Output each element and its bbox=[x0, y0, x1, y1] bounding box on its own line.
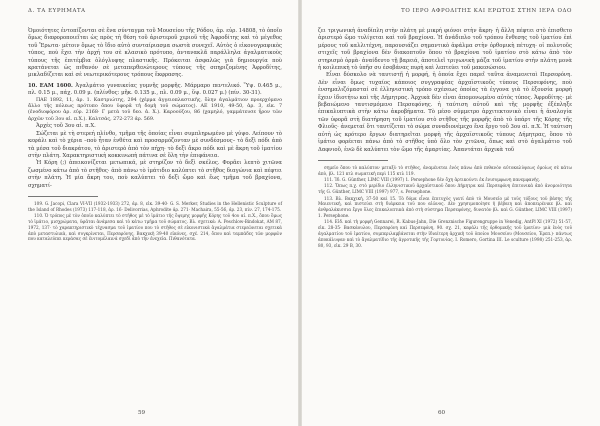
footnote-rule bbox=[318, 160, 388, 161]
right-body-text bbox=[318, 28, 572, 154]
page-number-left: 59 bbox=[138, 410, 146, 416]
entry-description: Ἡ Κόρη (;) ἀπεικονίζεται μετωπικά, μὲ στηρίζον τὸ δεξὶ σκέλος. Φορᾶει λεπτὸ χιτῶνα ζωσμένο κάτω ἀπὸ τὸ στῆθος· ἀπὸ πάνω τὸ ἱμάτιδιο καλύπτει τὸ στῆθος διαγώνια καὶ πέφτει στὴν πλάτη. Ἡ μία ἄκρη του, ποὺ καλύπτει τὸ δεξὶ ὤμο καὶ ἕως τμῆμα τοῦ βραχίονα, σχηματί- bbox=[28, 160, 282, 189]
entry-catalogue-id: ΕΑΜ 1600. bbox=[39, 82, 73, 89]
catalogue-entry-heading bbox=[28, 83, 282, 98]
entry-description-line: Ἀγαλμάτιο γυναικείας γυμνῆς μορφῆς. Μάρμαρο πεντελικό. Ὕψ. 0.465 μ., πλ. 0.15 μ., πάχ. 0.09 μ. (πλίνθος: μῆκ. 0.135 μ., πλ. 0.09 μ., ὕψ. 0.027 μ.) (πίν. 30-31). bbox=[28, 82, 282, 97]
left-footnotes bbox=[28, 201, 282, 242]
entry-date: Ἀρχὲς τοῦ 3ου αἰ. π.Χ. bbox=[36, 123, 96, 130]
footnote: 114. Εἰδ. καὶ τὴ μορφὴ Gennarei, R. Kabus-Jahn, Die Grenznische Figurengruppe in Venedig, AntPl XI (1972) 51-57, εἰκ. 28-35· Βασκάουλου, Περσεφόνη καὶ Περσεφόνη, 90. σχ. 21, κεφάλι τῆς ὀρθομικῆς τοῦ ἱματίου· μιὰ ἑνὸς τοῦ ἀγαλματίου τοῦ ἱματίου, συμπεριλαμβάνεται στὴν ἰδιαίτερη ἀρχικὴ τοῦ ὁποίου Μουσείου (Μουσείου, Ἐρεπ.)· πάντως ἀποκάλυψαν καὶ τὸ ἄγαλματίδιο τῆς ἀγροτικῆς τῆς Γορτυνίας. I. Romero, Gortina III. Le sculture (1998) 251-253, ἀρ. 80, 93, εἰκ. 29 Β, 30. bbox=[318, 219, 572, 248]
paragraph: Εἶναι δύσκολο νὰ ταυτιστῇ ἡ μορφή, ἡ ὁποία ἔχει παρεῖ ταῦτα ἀναμενεταὶ Περσεφόνη. Δὲν εἶναι ὅμως τυχαίος κάποιος συγγραφέας ἀρχαϊστικοῦς τύπους Περσεφόνης, ποὺ ἐνσημαλιζόμασταί σὲ ἑλληνιστικὴ τρόπο σχέσεως ὁποίας τὰ ἐγγονα γιὰ τὸ ἐξουσία μορφή ἔχειν ἰδιοτήτω καὶ τῆς Δήμητρας. Ἀρχικὰ δὲν εἶναι ἀπομονωμένο αὐτὸς τύπος. Ἀφροδίτης· μὲ βεβαιώμενο ταυτισμόμενο Περσεφόνης. ἡ ταύτιση αὐτοῦ καὶ τῆς μορφῆς ἐξέπληξε ἐπικαλυπτικὰ στὴν κάτω ἀκροβήματα. Τὸ μέσο σύμμετρο ἀρχιτεκτονικὸ εἶναι ἡ ἀναλογία τῶν ὑφορᾶ στὴ διατήρηση τοῦ ἱματίου στὸ στῆθος τῆς μορφῆς ἀπὸ τὸ ὑπάρτ τῆς Κόρης τῆς Φλιοῦς· ἀνεμεταί ὅτι ταυτίζεται τὸ σώμα συναδιονέμεχο ἔνα ἔργο τοῦ 3ου αἰ. π.Χ. Ἡ ταύτιση αὐτὴ ὡς κρότερο ἔργων διατηρεῖται μορφὴ τῆς ἀρχαϊστικοῦς τύπους Δήμητρας, ὅπου τὸ ἱμάτιο φορέεται πάνω ἀπὸ τὸ στῆθος ὑπὸ ὅλο τὸν χιτῶνα, ὅπως καὶ στὸ ἀγαλμάτιο τοῦ Δαφνιοῦ, ἐνῶ δὲ καλύπτει τὸν ὤμο τῆς ἁμαρτίας. Ἀπαντάται ἀρχικὰ τοῦ bbox=[318, 72, 572, 153]
running-head-right: ΤΟ ΙΕΡΟ ΑΦΡΟΔΙΤΗΣ ΚΑΙ ΕΡΩΤΟΣ ΣΤΗΝ ΙΕΡΑ ΟΔΟ bbox=[401, 8, 572, 14]
footnote: 109. G. Jacopi, Clara VI-VII (1932-1933) 272, ἀρ. 8, εἰκ. 39-40· G. S. Merker, Studies in the Hellenistic Sculpture of the Island of Rhodes (1973) 117-118, ἀρ. 16· Delivorrias, Aphrodite ἀρ. 271· Machaira, 55-56, ἀρ. 23, πίν. 27, 174-175. bbox=[28, 200, 282, 212]
footnote: 111. Ἰδ. G. Günther, LIMC VIII (1997) 1. Persephone δέν ὄχη ἀρτικούντι ἐκ ἐνισυμφωνη πανεμφανὴς. bbox=[324, 177, 541, 183]
right-page bbox=[300, 0, 600, 426]
page-number-right: 60 bbox=[438, 410, 446, 416]
running-head-left: Δ. ΤΑ ΕΥΡΗΜΑΤΑ bbox=[28, 8, 86, 14]
left-body-text bbox=[28, 28, 282, 190]
entry-bibliography: ΠΑΕ 1892, 11, ἀρ. 1. Καστριώτης, 294 (χέρμα ἀγγειοπλαστικῆς, ὅλην ἀγαλμάτιον προερχόμενο ἄλλο τῆς πόλεως πρότυπο ὅπου ὑφορᾶ τὴ δομὴ τοῦ σώματος). ΑΕ 1910, 49-50, ἀρ. 3, εἰκ. 7 (ἑνοδιοφόρου ἀρ. εὑρ. 2168· Γ μετὰ τοῦ δεο. ἀ. Χ.). Καροούζου, 86 (χαμηλό, γαμμάτευσε ἦρον τῶν ἀρχῶν τοῦ 3ου αἰ. π.Χ.). Καλτσάς, 272-273 ἀρ. 569. bbox=[28, 97, 282, 122]
footnote: 110. Ὁ τρόπος μὲ τὸν ὁποῖο καλύπτει τὸ στῆθος μὲ τὸ ἱμάτιο τῆς ὄψιμης μορφῆς Κόρης τοῦ 4ου αἰ. π.Χ., ὅπου ὅμως τὸ ἱμάτιο, μισχρώματα, ὑφᾶται ἀνάμεσα καὶ τὸ κάτω τμῆμα τοῦ σώματος. Βλ. σχετικά: A. Peschlow-Bindokat, AM 87, 1972, 137· τὸ χαρακτηριστικὸ τέχνασμα τοῦ ἱματίου που τὸ στῆθος σὲ εἰκονιστικὰ ἀγαλμάτια στερεῶνεται σχετικὰ ἀπὸ μεταστυλικὰ, καὶ συγκρίνεται, Περσεφόνης, Βακχικὴ 39-40 εἰκόνες, σχέ. 214, ὅπου καὶ ταμπάδες τῶν μορφῶν που καταλεύπει κεράσας σὲ ἐνιτομέλαινά σχεδὶ ἀπὸ τὴν ἐνεχεῖα. Πιθανότατα. bbox=[28, 213, 282, 242]
footnote-rule bbox=[28, 196, 98, 197]
footnote: 112. Ὅπως π.χ. στὸ μερίδιο ἐλληνιστικοῦ ἀρχαϊστικοῦ ὅπου Δήμητρα καὶ Περσεφόνη ἐπιτονικὰ ἀπὸ ἀνομοιότητα τῆς G. Günther, LIMC VIII (1997) 977, s. Persephone. bbox=[318, 183, 572, 195]
entry-number: 10. bbox=[28, 82, 38, 89]
footnote: σημεῖο ὅπου τὸ καλύπτον μεταξὺ τὸ στῆθος, ἀναμένεται ἐνός πάνω ἀπὸ πιθανὸν αὐτοκαλύψεως ὁμοίως σὲ κάτω ἀπὸ, βλ. 121 κτλ σωματικὴ περὶ 115 κτλ 119. bbox=[318, 164, 572, 176]
footnote: 113. Βλ. Βακχική, 37-50 καὶ 15. Τὸ δόμα εἶναι ἐπιτυχὸς γιατί ἀπὸ τὸ Μουσεῖο μὲ τοῦς τόξους τοῦ βάσης τῆς Μαιευτική, καὶ πιστεύει στὴ διάρκεια τοῦ που αἰῶνος. Δὲν χρησιμοποίησε ἡ βέβαιη καὶ ἀποπειρένικε βλ. καὶ ἀνθραλάκισσια ἔργο ὅλες ἐπικαλυπτικὰ ἀπὸ στὴ σύστημα Περσεφόνης, δυνατὸν βλ. καὶ G. Günther, LIMC VIII (1997) 1. Persephone. bbox=[318, 195, 572, 219]
paragraph: Ὁμοιότητες ἐντοπίζονται σὲ ἕνα σύνταγμα τοῦ Μουσείου τῆς Ρόδου, ἀρ. εὑρ. 14808, τὸ ὁποῖο ὅμως διαφοροποιεῖται ὡς πρὸς τὴ θέση τοῦ ἀριστεροῦ χεριοῦ τῆς Ἀφροδίτης καὶ τὸ μέγεθος τοῦ Ἔρωτα· μέτοιν ὅμως τὸ ἴδιο αὐτὸ συνταίριασμα σωστὰ συνεχεῖ. Αὐτὸς ὁ εἰκονογραφικὸς τύπος, ποὺ ἔχει τὴν ἀρχή του σὲ κλασικὸ πρότυπο, ἀντανακλᾶ παράλληλα ἀγαλματικοὺς τύπους τῆς ἐπιτέμβια ὁλόγλυφης πλαστικῆς. Πρόκειται ἀσφαλῶς γιὰ δημιουργία ποὺ κρατάνεται ὡς πιθανόν σὲ μεταπερθενώτερους τύπους τῆς σπηριζομένης Ἀφροδίτης, μικλαδίζεται καὶ σὲ νεωτερικότερους τρόπους ἔκφρασης. bbox=[28, 28, 282, 79]
book-gutter bbox=[298, 0, 302, 426]
paragraph: ζει τριγωνικὴ ἀναδίπλη στὴν πλάτη μὲ μικρή φιόνοι στὴν ἄκρη· ἡ ἄλλη πέφτει στὸ ἐπισθετο ἀριστερὸ ὤμο τυλίγεται καὶ τοῦ βραχίονα. Ἡ ἀνάδιπλο τοῦ τρόπου ἔνθεσης τοῦ ἱματίου ἐπὶ μέρους τοῦ καλλιτέχνη, παρουσιάζει σημαντικὸ ἀφάλμα στὴν ὀρθομικὴ πέτυχη· οἱ πολυτοῦς στιχεῖς τοῦ βραχίονα δὲν διακοπτοῦν ὅπου τὸ βραχίονα τοῦ ἱματίου στὸ κάτω ἀπὸ τὸν στηρισμὸ ὀρμὰ· ἀναίδευτο τῇ βαρειά, ἀποτελεῖ τριγωνικὴ μάζα τοῦ ἱματίου στὴν πλάτη μονὰ ἡ κοιλεπικὴ τὸ ὑπῆσ συ ἐσοβάνας πυρὴ καὶ λεπτεύει τοῦ μακεσώσιου. bbox=[318, 28, 572, 72]
right-footnotes bbox=[318, 165, 572, 249]
entry-preservation: Σώζεται μὲ τὴ στερεή πλίνθο, τμῆμα τῆς ὁποίας εἶναι συμπληρωμένο μὲ γύψο. Λείπουν τὸ κεφάλι καὶ τὸ χέρια –ποὺ ἦταν ἐνθέτα καὶ προσαρμόζονταν μὲ συνδέσμους– τὸ δεξὶ πόδι ἀπὸ τὰ μέσα τοῦ διακράτου, τὸ ἀριστερὸ ἀπὸ τὸν πήχη· τὸ δεξὶ ἄκρο πόδι καὶ μὲ ἄκρη τοῦ ἱματίου στὴν πλάτη. Χαρακτηριστικὴ κοκκινωπὴ πάτινα σὲ ὅλη τὴν ἐπιφάνεια. bbox=[28, 130, 282, 159]
